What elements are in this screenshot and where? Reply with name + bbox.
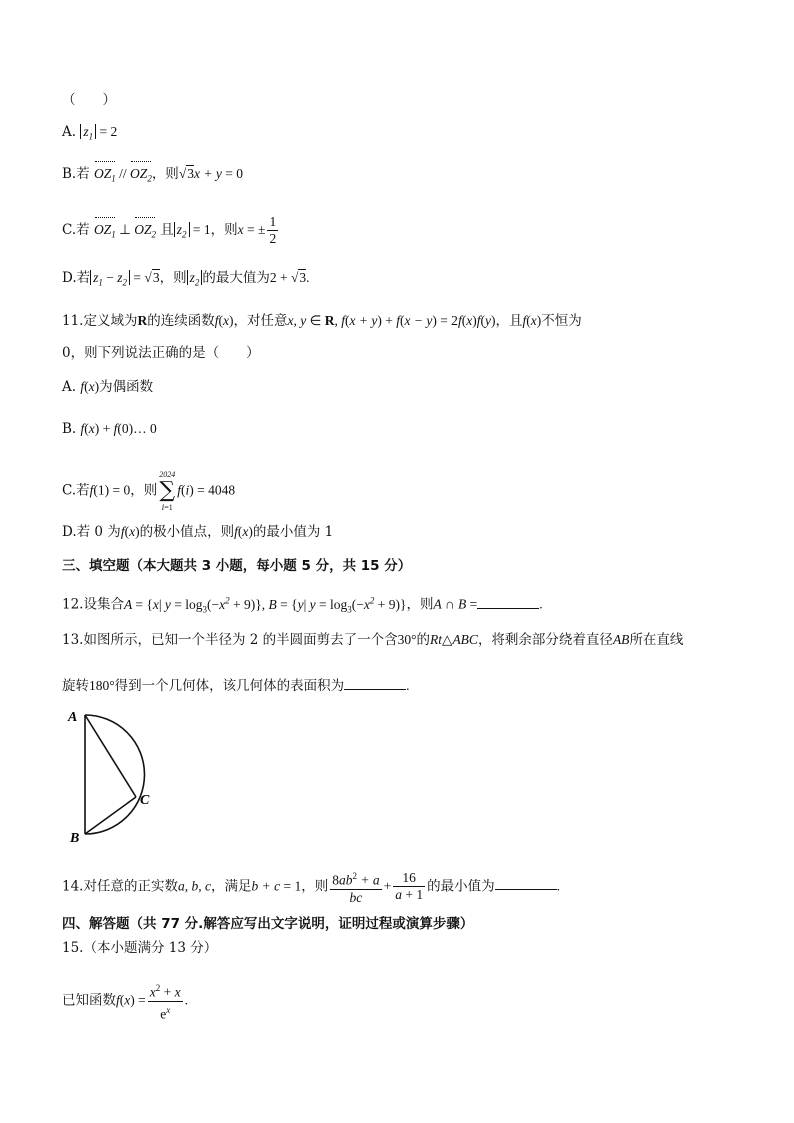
q10-option-d-tail: 的最大值为 [202, 270, 270, 286]
q10-option-a-label: A. [62, 124, 81, 140]
q10-option-c-label: C.若 [62, 222, 94, 238]
q11-option-c: C.若f(1) = 0，则 2024 ∑ i=1 f(i) = 4048 [62, 470, 236, 512]
q15-stem: 已知函数f(x) = $\frac{x^2 + x}{e^x}$ . [62, 980, 188, 1022]
label-a: A [68, 710, 78, 725]
semicircle-arc [85, 715, 145, 834]
label-b: B [70, 831, 80, 846]
q10-option-b: B.若 $OZ_1 // OZ_2$，则√3x + y = 0 [62, 164, 243, 189]
q12: 12.设集合A = {x| $y = \log_3(-x^2 + 9)$}, B = {y| $y = \log_3(-x^2 + 9)$}，则A ∩ B = . [62, 595, 543, 615]
q14-answer-blank [495, 875, 557, 890]
section-3-heading: 三、填空题（本大题共 3 小题，每小题 5 分，共 15 分） [62, 558, 412, 574]
section-4-heading: 四、解答题（共 77 分.解答应写出文字说明，证明过程或演算步骤） [62, 916, 474, 932]
chord-ac [85, 715, 136, 797]
q10-option-c: C.若 $OZ_1$ ⊥ $OZ_2$ 且 $z_2 = 1$，则x = ± $\frac{1}{2}$ [62, 214, 277, 246]
q11-option-b: B. f(x) + f(0)… 0 [62, 421, 157, 437]
q10-option-d-then: ，则 [159, 270, 187, 286]
q13-line2: 旋转180°得到一个几何体，该几何体的表面积为 . [62, 675, 410, 696]
q10-option-b-then: ，则 [151, 166, 179, 182]
q11-stem-line2: 0，则下列说法正确的是（ ） [62, 345, 260, 361]
q14: 14.对任意的正实数a, b, c，满足b + c = 1，则 $\frac{8ab^2 + a}{bc}$ + $\frac{16}{a + 1}$ 的最小值为 . [62, 868, 560, 906]
q10-paren: （ ） [62, 92, 116, 108]
q10-option-c-then: ，则 [210, 222, 238, 238]
q11-option-a: A. f(x)为偶函数 [62, 379, 154, 395]
q10-option-c-and: 且 [155, 222, 174, 238]
q13-answer-blank [344, 675, 406, 690]
q12-answer-blank [477, 594, 539, 609]
q11-option-d: D.若 0 为f(x)的极小值点，则f(x)的最小值为 1 [62, 524, 334, 540]
q10-option-d-label: D.若 [62, 270, 91, 286]
q10-option-b-label: B.若 [62, 166, 95, 182]
q13-line1: 13.如图所示，已知一个半径为 2 的半圆面剪去了一个含30°的Rt△ABC，将剩余部分绕着直径AB所在直线 [62, 632, 684, 648]
q15-header: 15.（本小题满分 13 分） [62, 940, 218, 956]
q10-option-d: D.若 $z_1 - z_2 = √3$，则 $z_2$ 的最大值为2 + √3. [62, 270, 310, 288]
semicircle-figure [66, 708, 166, 850]
label-c: C [140, 793, 150, 808]
q11-stem-line1: 11.定义域为R的连续函数f(x)，对任意x, y ∈ R, f(x + y) + f(x − y) = 2f(x)f(y)，且f(x)不恒为 [62, 313, 582, 329]
q10-option-a: A. $z_1 = 2$ [62, 124, 118, 142]
